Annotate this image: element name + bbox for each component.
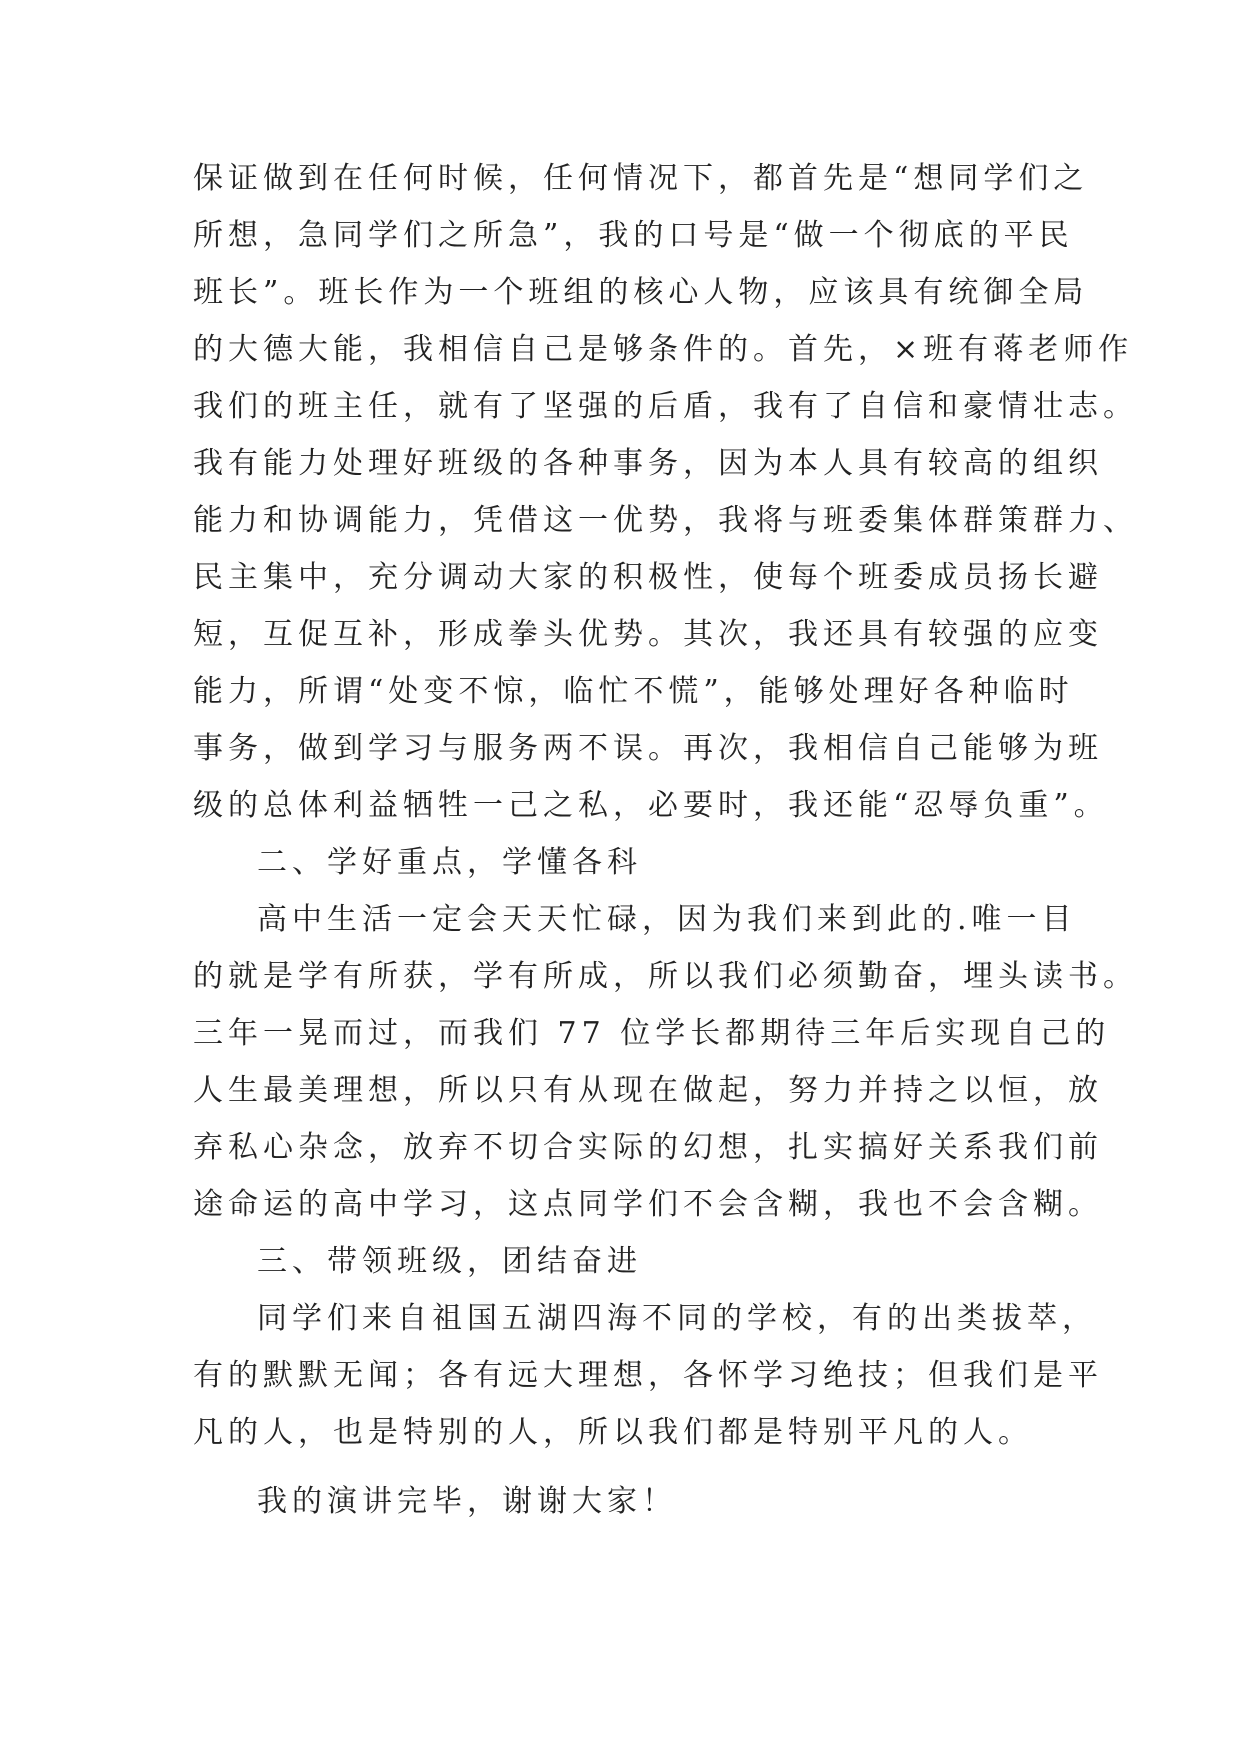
text-line: 的大德大能，我相信自己是够条件的。首先，×班有蒋老师作	[193, 332, 1134, 367]
document-body	[193, 150, 1138, 1543]
section-heading: 三、带领班级，团结奋进	[257, 1244, 642, 1279]
text-line: 事务，做到学习与服务两不误。再次，我相信自己能够为班	[193, 731, 1103, 766]
text-line: 我们的班主任，就有了坚强的后盾，我有了自信和豪情壮志。	[193, 389, 1138, 424]
text-line: 有的默默无闻；各有远大理想，各怀学习绝技；但我们是平	[193, 1358, 1103, 1393]
text-line: 民主集中，充分调动大家的积极性，使每个班委成员扬长避	[193, 560, 1103, 595]
section-heading: 二、学好重点，学懂各科	[257, 845, 642, 880]
text-line: 高中生活一定会天天忙碌，因为我们来到此的.唯一目	[257, 902, 1077, 937]
text-line: 保证做到在任何时候，任何情况下，都首先是“想同学们之	[193, 161, 1089, 196]
text-line: 短，互促互补，形成拳头优势。其次，我还具有较强的应变	[193, 617, 1103, 652]
text-line: 人生最美理想，所以只有从现在做起，努力并持之以恒，放	[193, 1073, 1103, 1108]
text-line: 弃私心杂念，放弃不切合实际的幻想，扎实搞好关系我们前	[193, 1130, 1103, 1165]
text-line: 级的总体利益牺牲一己之私，必要时，我还能“忍辱负重”。	[193, 788, 1109, 823]
text-line: 同学们来自祖国五湖四海不同的学校，有的出类拔萃，	[257, 1301, 1097, 1336]
text-line: 班长”。班长作为一个班组的核心人物，应该具有统御全局	[193, 275, 1089, 310]
text-line: 能力和协调能力，凭借这一优势，我将与班委集体群策群力、	[193, 503, 1138, 538]
text-line: 三年一晃而过，而我们 77 位学长都期待三年后实现自己的	[193, 1016, 1111, 1051]
text-line: 的就是学有所获，学有所成，所以我们必须勤奋，埋头读书。	[193, 959, 1138, 994]
text-line: 凡的人，也是特别的人，所以我们都是特别平凡的人。	[193, 1415, 1033, 1450]
text-line: 能力，所谓“处变不惊，临忙不慌”，能够处理好各种临时	[193, 674, 1074, 709]
text-line: 所想，急同学们之所急”，我的口号是“做一个彻底的平民	[193, 218, 1074, 253]
text-line: 我有能力处理好班级的各种事务，因为本人具有较高的组织	[193, 446, 1103, 481]
text-line: 途命运的高中学习，这点同学们不会含糊，我也不会含糊。	[193, 1187, 1103, 1222]
closing-line: 我的演讲完毕，谢谢大家！	[257, 1484, 677, 1519]
